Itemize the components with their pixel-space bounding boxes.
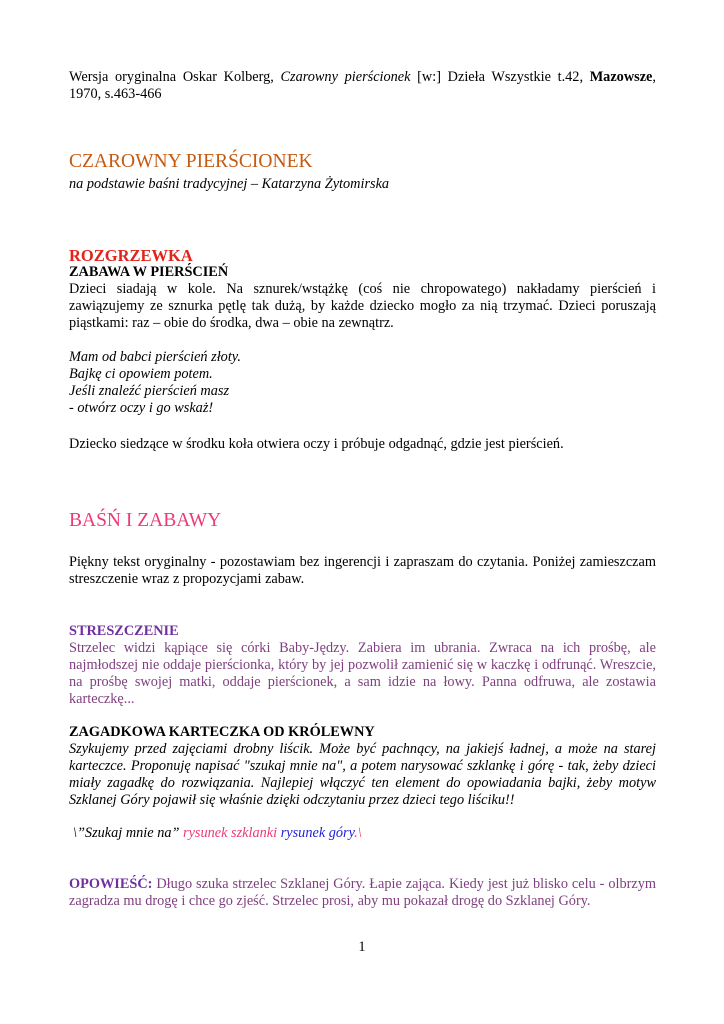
warmup-heading: ROZGRZEWKA	[69, 246, 193, 265]
poem	[69, 349, 656, 417]
tale-heading: BAŚŃ I ZABAWY	[69, 510, 222, 531]
summary-text: Strzelec widzi kąpiące się córki Baby-Jędzy. Zabiera im ubrania. Zwraca na ich prośbę, ale najmłodszej nie oddaje pierścionka, który by jej pozwolił zamienić się w kaczkę i odfrunąć. Wreszcie, na prośbę swojej matki, oddaje pierścionek, a sam idzie na łowy. Panna odfruwa, ale zostawia karteczkę...	[69, 640, 656, 707]
warmup-closing: Dziecko siedzące w środku koła otwiera oczy i próbuje odgadnąć, gdzie jest pierścień.	[69, 436, 564, 452]
glass-drawing-note: rysunek szklanki	[183, 825, 278, 841]
riddle-heading: ZAGADKOWA KARTECZKA OD KRÓLEWNY	[69, 724, 375, 740]
poem-line: Bajkę ci opowiem potem.	[69, 366, 213, 382]
story-label: OPOWIEŚĆ:	[69, 876, 153, 892]
poem-line: Mam od babci pierścień złoty.	[69, 349, 241, 365]
poem-line: - otwórz oczy i go wskaż!	[69, 400, 214, 416]
document-subtitle: na podstawie baśni tradycyjnej – Katarzyna Żytomirska	[69, 176, 390, 192]
summary-heading: STRESZCZENIE	[69, 623, 179, 639]
document-title: CZAROWNY PIERŚCIONEK	[69, 151, 313, 172]
mountain-drawing-note: rysunek góry	[280, 825, 355, 841]
source-region: Mazowsze	[589, 69, 653, 85]
riddle-note: \”Szukaj mnie na” rysunek szklanki rysunek góry.\	[73, 825, 362, 841]
warmup-subheading: ZABAWA W PIERŚCIEŃ	[69, 264, 229, 280]
page-number: 1	[358, 939, 366, 955]
riddle-text: Szykujemy przed zajęciami drobny liścik. Może być pachnący, na jakiejś ładnej, a może na starej karteczce. Proponuję napisać "szukaj mnie na", a potem narysować szklankę i górę - tak, żeby dzieci miały zagadkę do rozwiązania. Najlepiej włączyć ten element do opowiadania bajki, żeby motyw Szklanej Góry pojawił się właśnie dzięki odczytaniu przez dzieci tego liściku!!	[69, 741, 656, 808]
warmup-paragraph: Dzieci siadają w kole. Na sznurek/wstążkę (coś nie chropowatego) nakładamy pierścień i zawiązujemy ze sznurka pętlę tak dużą, by każde dziecko mogło za nią trzymać. Dzieci poruszają piąstkami: raz – obie do środka, dwa – obie na zewnątrz.	[69, 281, 656, 331]
tale-intro: Piękny tekst oryginalny - pozostawiam bez ingerencji i zapraszam do czytania. Poniżej zamieszczam streszczenie wraz z propozycjami zabaw.	[69, 554, 656, 587]
story-paragraph: OPOWIEŚĆ: Długo szuka strzelec Szklanej Góry. Łapie zająca. Kiedy jest już blisko celu - olbrzym zagradza mu drogę i chce go zjeść. Strzelec prosi, aby mu pokazał drogę do Szklanej Góry.	[69, 876, 656, 909]
source-citation: Wersja oryginalna Oskar Kolberg, Czarowny pierścionek [w:] Dzieła Wszystkie t.42, Mazowsze, 1970, s.463-466	[69, 69, 656, 102]
poem-line: Jeśli znaleźć pierścień masz	[69, 383, 230, 399]
source-title: Czarowny pierścionek	[280, 69, 411, 85]
